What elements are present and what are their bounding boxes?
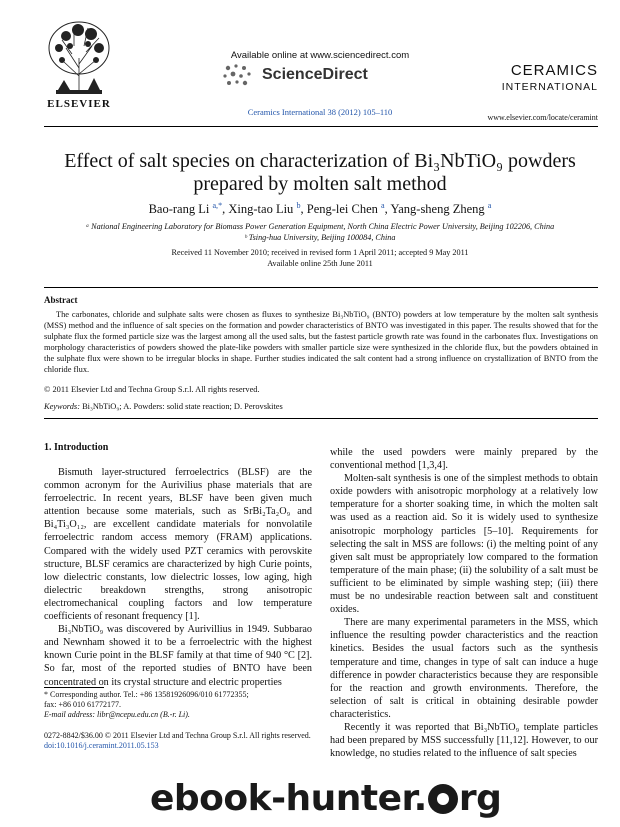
sciencedirect-wordmark: ScienceDirect xyxy=(262,66,368,83)
author-affiliation-mark[interactable]: a xyxy=(381,201,385,210)
elsevier-tree-logo xyxy=(44,18,114,108)
keywords-line xyxy=(44,402,283,411)
author-list: Bao-rang Li $^{a,*}$, Xing-tao Liu $^b$, Peng-lei Chen $^a$, Yang-sheng Zheng $^a$ xyxy=(148,201,492,217)
author-affiliation-mark[interactable]: a xyxy=(487,201,492,210)
section-heading-introduction: 1. Introduction xyxy=(44,442,109,453)
author-name: Peng-lei Chen xyxy=(306,202,378,217)
keywords-label: Keywords: xyxy=(44,402,80,411)
watermark-text: rg xyxy=(458,778,502,819)
footnote-email[interactable]: E-mail address: libr@ncepu.edu.cn (B.-r. Li). xyxy=(44,710,190,719)
paragraph: Recently it was reported that Bi₃NbTiO₉ template particles had been prepared by MSS successfully [11,12]. However, to our knowledge, no studies related to the influence of salt species xyxy=(330,721,598,760)
abstract-heading: Abstract xyxy=(44,295,78,305)
paragraph: There are many experimental parameters in the MSS, which influence the resulting powder characteristics and the reaction kinetics. Besides the usual factors such as the synthesis temperature and time, changes in type of salt can induce a huge difference in powder characteristics because they are responsible for the reaction and growth environments. Therefore, the selection of salt is critical in obtaining desirable powder characteristics. xyxy=(330,617,598,720)
paragraph: Bismuth layer-structured ferroelectrics (BLSF) are the common acronym for the Aurivilius phase materials that are ferroelectric. In recent years, BLSF have been given much attention because some materials, such as SrBi₂Ta₂O₉ and Bi₄Ti₃O₁₂, are excellent candidate materials for nonvolatile ferroelectric random access memory (FRAM) applications. Compared with the widely used PZT ceramics with perovskite structure, BLSF ceramics are characterized by high Curie points, low dielectric constants, low dielectric losses, low aging, high dielectric breakdown strengths, strong anisotropic electromechanical coupling factors and low temperature coefficients of resonant frequency [1]. xyxy=(44,467,312,623)
header-divider xyxy=(44,126,598,127)
keywords-divider xyxy=(44,418,598,419)
author-name: Yang-sheng Zheng xyxy=(390,202,485,217)
author-affiliation-mark[interactable]: b xyxy=(296,201,301,210)
abstract-copyright: © 2011 Elsevier Ltd and Techna Group S.r.l. All rights reserved. xyxy=(44,385,260,394)
abstract-body: The carbonates, chloride and sulphate salts were chosen as fluxes to synthesize Bi₃NbTiO₉ (BNTO) powders at low temperature by the molten salt synthesis (MSS) method and the influence of salt species on the formation and powder characteristics of BNTO was investigated in this paper. The results showed that for the sulphate flux the formed particle size was the largest among all the used salts, but the fastest particle growth rate was found in the carbonates flux. Investigations on morphology characteristics of powders showed the plate-like powders with smaller particle size were synthesized in the chloride flux, but the powders obtained in the sulphate flux were shown to be irregular blocks in shape. Further studies indicated the salt content had a strong influence on crystallization of BNTO from the chloride flux. xyxy=(44,310,598,374)
available-online-text: Available online at www.sciencedirect.com xyxy=(230,50,410,61)
issn-copyright: 0272-8842/$36.00 © 2011 Elsevier Ltd and Techna Group S.r.l. All rights reserved. xyxy=(44,731,311,740)
received-dates: Received 11 November 2010; received in revised form 1 April 2011; accepted 9 May 2011 xyxy=(171,248,469,257)
author-affiliation-mark[interactable]: a,* xyxy=(212,201,223,210)
affiliation-a: ᵃ National Engineering Laboratory for Biomass Power Generation Equipment, North China Electric Power University, Beijing 102206, China xyxy=(85,222,555,231)
watermark xyxy=(150,778,501,819)
publisher-name: ELSEVIER xyxy=(47,98,111,110)
affiliation-b: ᵇ Tsing-hua University, Beijing 100084, China xyxy=(244,233,396,242)
abstract-divider xyxy=(44,287,598,288)
author-name: Xing-tao Liu xyxy=(228,202,294,217)
journal-url[interactable]: www.elsevier.com/locate/ceramint xyxy=(487,113,598,122)
footnote-corresponding: * Corresponding author. Tel.: +86 13581926096/010 61772355; xyxy=(44,690,249,699)
watermark-o-icon xyxy=(428,784,458,814)
footnote-divider xyxy=(44,687,104,688)
keywords-value: Bi₃NbTiO₉; A. Powders: solid state reaction; D. Perovskites xyxy=(82,402,283,411)
paragraph: while the used powders were mainly prepared by the conventional method [1,3,4]. xyxy=(330,447,598,472)
online-date: Available online 25th June 2011 xyxy=(267,259,373,268)
article-title: Effect of salt species on characterization of Bi₃NbTiO₉ powders prepared by molten salt method xyxy=(64,150,576,195)
right-column xyxy=(330,446,598,760)
author-name: Bao-rang Li xyxy=(148,202,210,217)
paragraph: Bi₃NbTiO₉ was discovered by Aurivillius in 1949. Subbarao and Newnham showed it to be a ferroelectric with the highest known Curie point in the BLSF family at that time of 940 °C [2]. So far, most of the reported studies of BNTO have been concentrated on its crystal structure and electric properties xyxy=(44,624,312,688)
paragraph: Molten-salt synthesis is one of the simplest methods to obtain oxide powders with anisotropic morphology at a relatively low temperature for a shorter soaking time, in which the molten salt was used as a reaction aid. So it is widely used to synthesize anisotropic morphology particles [5–10]. Requirements for selecting the salt in MSS are follows: (i) the melting point of any given salt must be appropriately low compared to the formation temperature of the main phase; (ii) the solubility of a salt must be sufficient to be eliminated by simple washing step; (iii) there must be no undesirable reaction between salt and constituent oxides. xyxy=(330,473,598,616)
journal-logo-subtitle: INTERNATIONAL xyxy=(501,81,598,93)
watermark-text: ebook-hunter. xyxy=(150,778,427,819)
journal-reference[interactable]: Ceramics International 38 (2012) 105–110 xyxy=(247,107,393,117)
left-column xyxy=(44,466,312,689)
journal-logo-title: CERAMICS xyxy=(510,62,598,79)
sciencedirect-dots-icon xyxy=(220,62,260,90)
footnote-fax: fax: +86 010 61772177. xyxy=(44,700,121,709)
doi-link[interactable]: doi:10.1016/j.ceramint.2011.05.153 xyxy=(44,741,159,750)
